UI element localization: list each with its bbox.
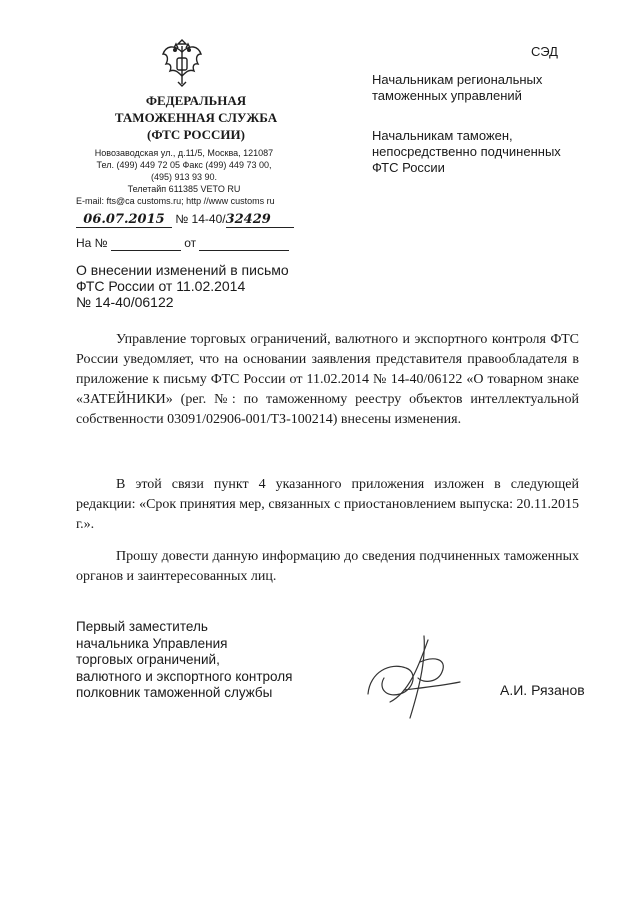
document-mark: СЭД [531, 44, 558, 59]
signatory-line: полковник таможенной службы [76, 685, 273, 700]
subject-line: № 14-40/06122 [76, 294, 174, 310]
signatory-line: начальника Управления [76, 635, 228, 651]
phone-fax-line: Тел. (499) 449 72 05 Факс (499) 449 73 00, [96, 160, 272, 170]
contact-line: E-mail: fts@ca customs.ru; http //www customs ru [76, 196, 275, 206]
signatory-line: валютного и экспортного контроля [76, 668, 293, 684]
registration-date: 06.07.2015 [76, 212, 172, 228]
reference-label: На № [76, 236, 108, 250]
address-line: Новозаводская ул., д.11/5, Москва, 121087 [94, 148, 274, 158]
signatory-line: Первый заместитель [76, 619, 208, 634]
subject-line: ФТС России от 11.02.2014 [76, 278, 246, 294]
signer-name: А.И. Рязанов [500, 682, 585, 698]
addressee-line: непосредственно подчиненных [372, 144, 561, 159]
addressee-block [372, 128, 572, 176]
phone-line: (495) 913 93 90. [150, 172, 218, 182]
body-paragraph: В этой связи пункт 4 указанного приложения изложен в следующей редакции: «Срок принятия мер, связанных с приостановлением выпуска: 20.11.2015 г.». [76, 477, 579, 532]
registration-date-number [76, 212, 294, 228]
reference-line [76, 236, 289, 251]
handwritten-signature [360, 632, 470, 722]
subject-line: О внесении изменений в письмо [76, 262, 289, 278]
org-name-line: ТАМОЖЕННАЯ СЛУЖБА [114, 110, 278, 125]
body-paragraph: Управление торговых ограничений, валютного и экспортного контроля ФТС России уведомляет, что на основании заявления представителя правообладателя в приложение к письму ФТС России от 11.02.2014 № 14-40/06122 «О товарном знаке «ЗАТЕЙНИКИ» (рег. №: по таможенному реестру объектов интеллектуальной собственности 03091/02906-001/ТЗ-100214) внесены изменения. [76, 332, 579, 427]
addressee-block [372, 72, 572, 104]
reference-from-label: от [184, 236, 197, 250]
addressee-line: Начальникам региональных [372, 72, 543, 87]
coat-of-arms-emblem [160, 38, 204, 88]
addressee-line: Начальникам таможен, [372, 128, 513, 143]
sender-address [84, 147, 284, 195]
teletype-line: Телетайп 611385 VETO RU [127, 184, 241, 194]
registration-number: 32429 [226, 212, 294, 228]
org-abbreviation: (ФТС РОССИИ) [147, 127, 245, 142]
registration-number-prefix: № 14-40/ [175, 212, 226, 226]
org-name-line: ФЕДЕРАЛЬНАЯ [145, 93, 247, 108]
reference-number-blank [111, 236, 181, 251]
signatory-line: торговых ограничений, [76, 652, 220, 667]
signatory-title [76, 619, 316, 702]
reference-date-blank [199, 236, 289, 251]
letter-subject [76, 262, 316, 310]
addressee-line: ФТС России [372, 160, 445, 175]
body-paragraph: Прошу довести данную информацию до сведения подчиненных таможенных органов и заинтересованных лиц. [76, 549, 579, 584]
addressee-line: таможенных управлений [372, 88, 522, 103]
